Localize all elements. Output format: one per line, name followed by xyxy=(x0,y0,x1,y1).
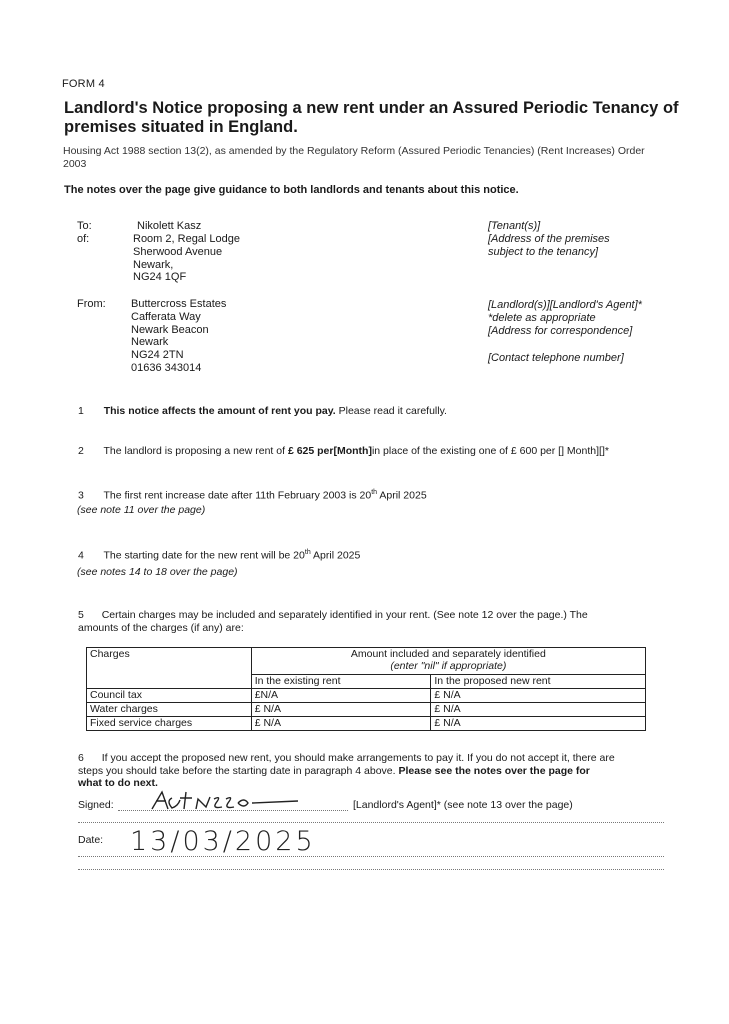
date-label: Date: xyxy=(78,834,104,846)
proposed-amount: £ N/A xyxy=(431,689,646,703)
act-reference: Housing Act 1988 section 13(2), as amended by the Regulatory Reform (Assured Periodic Tenancies) (Rent Increases) Order 2003 xyxy=(63,145,645,170)
side-note: [Tenant(s)] xyxy=(488,220,541,232)
para-3 xyxy=(78,487,427,502)
para-3-note: (see note 11 over the page) xyxy=(77,504,206,516)
para-number: 3 xyxy=(78,489,84,502)
notes-guidance: The notes over the page give guidance to both landlords and tenants about this notice. xyxy=(64,184,519,196)
ordinal-suffix: th xyxy=(304,549,311,556)
table-row xyxy=(87,717,646,731)
address-line: Newark xyxy=(131,336,169,349)
table-row xyxy=(87,703,646,717)
form-number: FORM 4 xyxy=(62,78,105,90)
side-note: subject to the tenancy] xyxy=(488,245,599,258)
para-5 xyxy=(78,609,678,634)
col-existing-header: In the existing rent xyxy=(251,675,431,689)
table-row xyxy=(87,689,646,703)
page-title: Landlord's Notice proposing a new rent under an Assured Periodic Tenancy of premises situated in England. xyxy=(64,99,679,136)
date-value: 13/03/2025 xyxy=(130,826,316,857)
para-number: 1 xyxy=(78,405,84,417)
para-1 xyxy=(78,405,447,418)
para-2 xyxy=(78,445,609,458)
para-1-text: Please read it carefully. xyxy=(338,405,447,417)
signer-role: [Landlord's Agent]* (see note 13 over the page) xyxy=(353,799,573,811)
para-4-text: The starting date for the new rent will be 20 xyxy=(103,549,305,562)
date-line xyxy=(78,856,664,857)
side-note: [Address of the premises xyxy=(488,232,610,245)
para-4 xyxy=(78,547,360,562)
para-5-line2: amounts of the charges (if any) are: xyxy=(78,621,244,634)
phone-number: 01636 343014 xyxy=(131,361,202,374)
proposed-amount: £ N/A xyxy=(431,717,646,731)
tenant-side-notes xyxy=(488,220,610,258)
side-note: *delete as appropriate xyxy=(488,311,596,324)
para-6-bold: Please see the notes over the page for xyxy=(398,764,590,777)
para-number: 6 xyxy=(78,752,84,764)
landlord-address xyxy=(131,298,226,375)
signed-label: Signed: xyxy=(78,799,114,811)
para-6-line2: steps you should take before the starting date in paragraph 4 above. xyxy=(78,764,396,777)
tenant-name: Nikolett Kasz xyxy=(137,220,202,232)
para-5-line1: Certain charges may be included and separately identified in your rent. (See note 12 over the page.) The xyxy=(101,609,588,621)
ordinal-suffix: th xyxy=(371,489,378,496)
tenant-address xyxy=(133,233,240,284)
para-4-note: (see notes 14 to 18 over the page) xyxy=(77,566,238,578)
new-rent-amount: £ 625 per[Month] xyxy=(287,445,372,457)
to-label: To: xyxy=(77,220,92,232)
proposed-amount: £ N/A xyxy=(431,703,646,717)
charge-name: Council tax xyxy=(87,689,252,703)
address-line: Cafferata Way xyxy=(131,310,201,323)
existing-rent: in place of the existing one of £ 600 per [] Month][]* xyxy=(371,445,609,457)
existing-amount: £ N/A xyxy=(251,717,431,731)
address-line: Sherwood Avenue xyxy=(133,245,223,258)
para-number: 4 xyxy=(78,549,84,562)
side-note: [Landlord(s)][Landlord's Agent]* xyxy=(488,299,642,311)
para-number: 2 xyxy=(78,445,84,457)
increase-date: April 2025 xyxy=(377,489,427,502)
landlord-side-notes xyxy=(488,299,642,337)
para-2-text: The landlord is proposing a new rent of xyxy=(103,445,286,457)
address-line: NG24 2TN xyxy=(131,349,184,362)
charges-header: Charges xyxy=(87,648,252,689)
address-line: Buttercross Estates xyxy=(131,298,227,310)
address-line: Room 2, Regal Lodge xyxy=(133,233,241,245)
amount-header-sub: (enter "nil" if appropriate) xyxy=(390,660,507,672)
charges-table xyxy=(86,647,646,731)
col-proposed-header: In the proposed new rent xyxy=(431,675,646,689)
of-label: of: xyxy=(77,233,90,245)
para-3-text: The first rent increase date after 11th February 2003 is 20 xyxy=(103,489,372,502)
para-6 xyxy=(78,752,678,790)
existing-amount: £ N/A xyxy=(251,703,431,717)
amount-header xyxy=(251,648,645,675)
contact-phone-note: [Contact telephone number] xyxy=(488,352,624,364)
existing-amount: £N/A xyxy=(251,689,431,703)
para-6-line3: what to do next. xyxy=(78,777,158,789)
para-1-bold: This notice affects the amount of rent you pay. xyxy=(103,405,336,417)
charge-name: Fixed service charges xyxy=(87,717,252,731)
para-6-line1: If you accept the proposed new rent, you should make arrangements to pay it. If you do not accept it, there are xyxy=(101,752,615,764)
signature-underline xyxy=(78,822,664,823)
address-line: NG24 1QF xyxy=(133,271,187,284)
side-note: [Address for correspondence] xyxy=(488,324,633,337)
address-line: Newark, xyxy=(133,258,174,271)
amount-header-title: Amount included and separately identified xyxy=(350,648,546,660)
from-label: From: xyxy=(77,298,106,310)
para-number: 5 xyxy=(78,609,84,621)
starting-date: April 2025 xyxy=(310,549,361,562)
address-line: Newark Beacon xyxy=(131,323,209,336)
charge-name: Water charges xyxy=(87,703,252,717)
signature-image xyxy=(148,789,308,815)
bottom-line xyxy=(78,869,664,870)
